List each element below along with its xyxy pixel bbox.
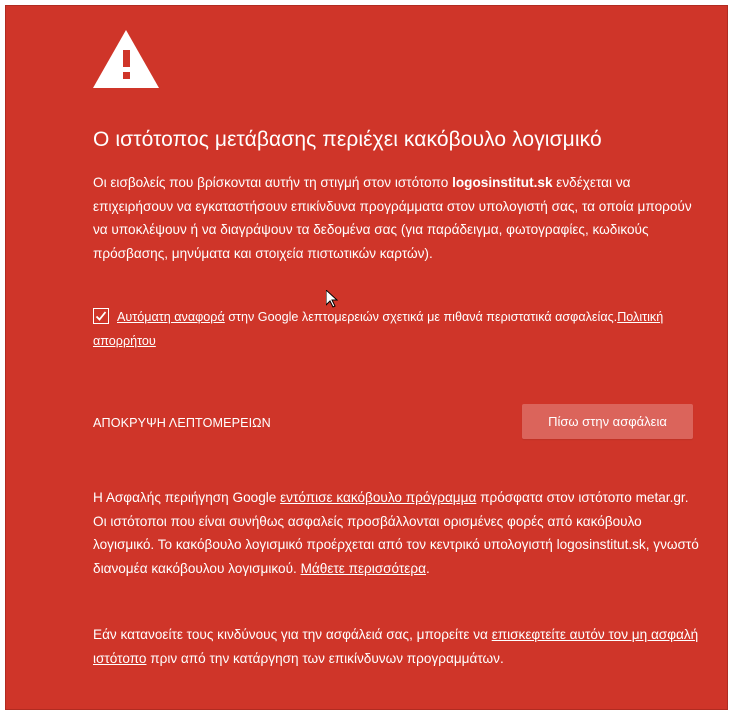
details-p1-after: πρόσφατα στον ιστότοπο metar.gr. Οι ιστότοποι που είναι συνήθως ασφαλείς προσβάλλονται ορισμένες φορές από κακόβουλο λογισμικό. Το κακόβουλο λογισμικό προέρχεται από τον κεντρικό υπολογιστή logosinstitut.sk, γνωστό διανομέα κακόβουλου λογισμικού. (93, 490, 699, 576)
learn-more-link[interactable]: Μάθετε περισσότερα (300, 560, 426, 576)
main-message-before: Οι εισβολείς που βρίσκονται αυτήν τη στιγμή στον ιστότοπο (93, 175, 453, 190)
page-title: Ο ιστότοπος μετάβασης περιέχει κακόβουλο λογισμικό (93, 128, 602, 151)
details-p1-before: Η Ασφαλής περιήγηση Google (93, 490, 281, 505)
automatic-report-option (93, 305, 693, 353)
report-description: στην Google λεπτομερειών σχετικά με πιθανά περιστατικά ασφαλείας. (224, 310, 618, 324)
warning-triangle-icon (93, 30, 159, 88)
details-p2-after: πριν από την κατάργηση των επικίνδυνων προγραμμάτων. (146, 650, 504, 666)
checkmark-icon (95, 310, 107, 322)
details-p1-end: . (425, 560, 430, 576)
interstitial-page (6, 6, 727, 709)
automatic-report-checkbox[interactable] (93, 308, 109, 324)
details-p2-before: Εάν κατανοείτε τους κινδύνους για την ασφάλειά σας, μπορείτε να (93, 627, 492, 642)
mouse-pointer-icon (326, 290, 338, 308)
hide-details-link[interactable]: ΑΠΟΚΡΥΨΗ ΛΕΠΤΟΜΕΡΕΙΩΝ (93, 416, 271, 430)
visit-unsafe-site-link[interactable]: επισκεφτείτε αυτόν τον μη ασφαλή ιστότοπο (93, 627, 699, 666)
details-paragraph-2 (93, 623, 699, 670)
back-to-safety-button[interactable]: Πίσω στην ασφάλεια (522, 404, 693, 439)
detected-malware-link[interactable]: εντόπισε κακόβουλο πρόγραμμα (280, 490, 477, 505)
privacy-policy-link[interactable]: Πολιτική απορρήτου (93, 310, 664, 348)
main-message (93, 171, 699, 265)
malicious-site-name: logosinstitut.sk (452, 175, 553, 190)
details-paragraph-1 (93, 486, 699, 580)
main-message-after: ενδέχεται να επιχειρήσουν να εγκαταστήσουν επικίνδυνα προγράμματα στον υπολογιστή σας, τα οποία μπορούν να υποκλέψουν ή να διαγράψουν τα δεδομένα σας (για παράδειγμα, φωτογραφίες, κωδικούς πρόσβασης, μηνύματα και στοιχεία πιστωτικών καρτών). (93, 175, 692, 261)
report-text (93, 305, 693, 353)
automatic-report-link[interactable]: Αυτόματη αναφορά (117, 310, 225, 324)
